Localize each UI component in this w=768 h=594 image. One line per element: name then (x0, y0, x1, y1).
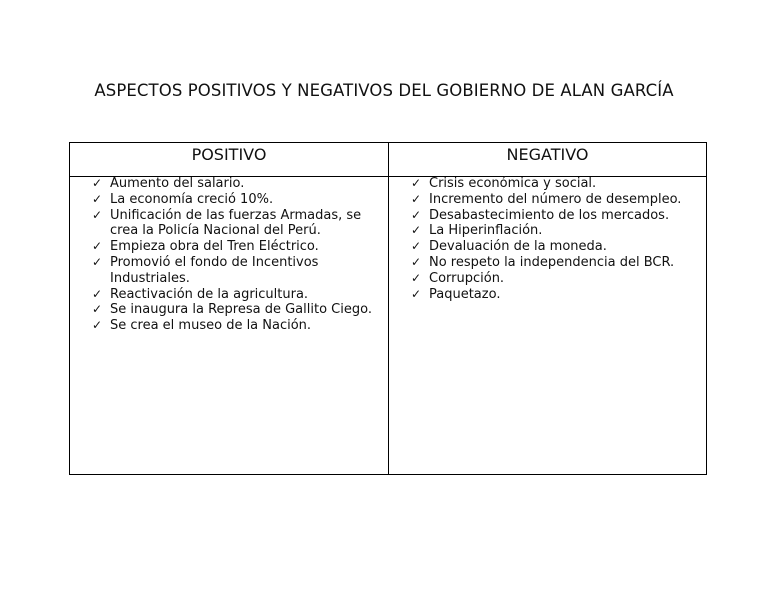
list-item-text: Paquetazo. (429, 286, 501, 302)
list-item (92, 176, 377, 192)
checkmark-icon: ✓ (92, 318, 103, 333)
list-item (411, 223, 701, 239)
list-item-text: Crisis económica y social. (429, 176, 597, 191)
comparison-table (69, 142, 707, 475)
list-item (411, 287, 701, 303)
list-item (411, 208, 701, 224)
list-item (411, 255, 701, 271)
positive-column (70, 143, 389, 474)
list-item-text: Corrupción. (429, 270, 505, 286)
list-item-text: Reactivación de la agricultura. (110, 286, 309, 302)
checkmark-icon: ✓ (92, 191, 103, 206)
checkmark-icon: ✓ (92, 302, 103, 317)
list-item (92, 208, 377, 240)
checkmark-icon: ✓ (92, 286, 103, 301)
negative-list (411, 176, 701, 302)
checkmark-icon: ✓ (411, 286, 422, 301)
list-item-text: Empieza obra del Tren Eléctrico. (110, 239, 319, 255)
list-item-text: Incremento del número de desempleo. (429, 191, 682, 207)
checkmark-icon: ✓ (411, 254, 422, 269)
checkmark-icon: ✓ (411, 223, 422, 238)
checkmark-icon: ✓ (411, 207, 422, 222)
positive-header: POSITIVO (70, 143, 388, 177)
document-title: ASPECTOS POSITIVOS Y NEGATIVOS DEL GOBIERNO DE ALAN GARCÍA (94, 81, 674, 100)
list-item (411, 176, 701, 192)
list-item-text: Se inaugura la Represa de Gallito Ciego. (110, 302, 372, 318)
positive-list (92, 176, 377, 334)
checkmark-icon: ✓ (92, 254, 103, 269)
checkmark-icon: ✓ (92, 239, 103, 254)
list-item-text: Desabastecimiento de los mercados. (429, 207, 670, 223)
list-item (411, 192, 701, 208)
list-item-text: Devaluación de la moneda. (429, 239, 607, 255)
list-item (92, 192, 377, 208)
list-item-text: No respeto la independencia del BCR. (429, 254, 675, 270)
checkmark-icon: ✓ (92, 207, 103, 222)
checkmark-icon: ✓ (411, 176, 422, 190)
list-item-text: Se crea el museo de la Nación. (110, 318, 312, 334)
list-item (92, 255, 377, 287)
checkmark-icon: ✓ (92, 176, 103, 190)
list-item-text: Aumento del salario. (110, 176, 245, 191)
list-item-text: Unificación de las fuerzas Armadas, se crea la Policía Nacional del Perú. (110, 207, 362, 239)
list-item (411, 239, 701, 255)
negative-column (389, 143, 706, 474)
list-item-text: Promovió el fondo de Incentivos Industriales. (110, 254, 319, 286)
list-item-text: La economía creció 10%. (110, 191, 274, 207)
list-item (92, 318, 377, 334)
list-item (92, 239, 377, 255)
list-item (92, 287, 377, 303)
negative-header: NEGATIVO (389, 143, 706, 177)
list-item (411, 271, 701, 287)
checkmark-icon: ✓ (411, 270, 422, 285)
checkmark-icon: ✓ (411, 239, 422, 254)
list-item-text: La Hiperinflación. (429, 223, 543, 239)
list-item (92, 302, 377, 318)
checkmark-icon: ✓ (411, 191, 422, 206)
